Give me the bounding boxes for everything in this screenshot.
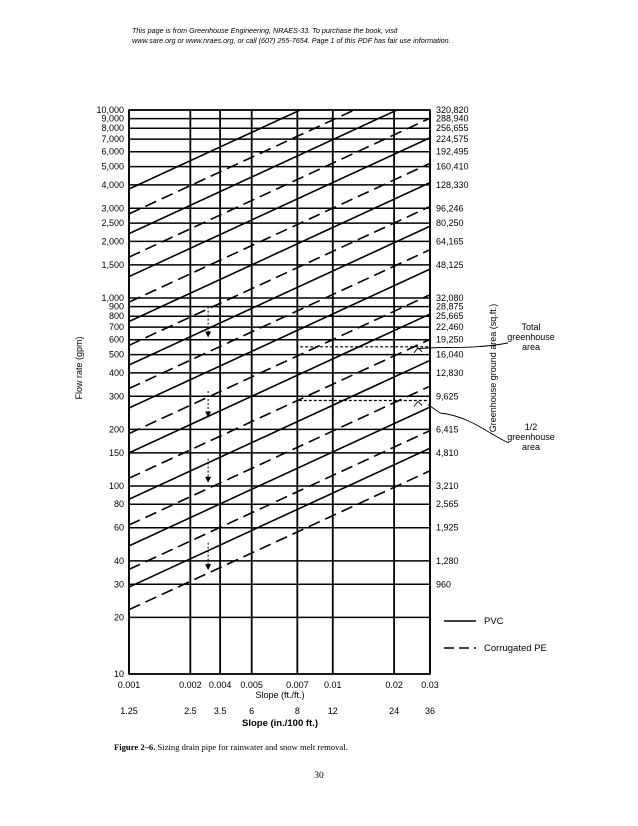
y-right-tick-label: 256,655 <box>436 123 469 134</box>
y-right-tick-label: 960 <box>436 579 452 590</box>
y-right-tick-label: 9,625 <box>436 391 459 402</box>
y-tick-label: 30 <box>113 579 124 590</box>
y-tick-label: 20 <box>113 612 124 623</box>
x2-tick-label: 6 <box>249 706 255 716</box>
y-right-tick-label: 80,250 <box>436 218 464 229</box>
x2-tick-label: 1.25 <box>120 706 138 716</box>
y-tick-label: 1,500 <box>101 259 124 270</box>
figure-caption <box>114 742 348 752</box>
x2-tick-label: 12 <box>327 706 338 716</box>
figure-caption-text: Sizing drain pipe for rainwater and snow melt removal. <box>157 742 348 752</box>
corrugated-pe-series-line <box>129 471 430 610</box>
y-tick-label: 400 <box>108 367 124 378</box>
x2-tick-label: 8 <box>294 706 300 716</box>
y-tick-label: 6,000 <box>101 146 124 157</box>
y-right-tick-label: 2,565 <box>436 499 459 510</box>
y-tick-label: 4,000 <box>101 179 124 190</box>
header-line-2: www.sare.org or www.nraes.org, or call (607) 255-7654. Page 1 of this PDF has fair use information. <box>132 36 451 45</box>
y-right-tick-label: 128,330 <box>436 179 469 190</box>
y-right-tick-label: 12,830 <box>436 367 464 378</box>
corrugated-pe-series-line <box>129 250 430 389</box>
x2-tick-label: 3.5 <box>213 706 227 716</box>
y-tick-label: 900 <box>108 301 124 312</box>
corrugated-pe-series-line <box>129 431 430 570</box>
pvc-series-line <box>129 314 430 453</box>
pvc-series-line <box>129 226 430 365</box>
corrugated-pe-series-line <box>129 206 430 345</box>
y-right-tick-label: 4,810 <box>436 447 459 458</box>
y-right-tick-label: 6,415 <box>436 424 459 435</box>
y-right-tick-label: 320,820 <box>436 105 469 115</box>
y-tick-label: 150 <box>108 447 124 458</box>
y-right-tick-label: 160,410 <box>436 161 469 172</box>
corrugated-pe-series-line <box>129 339 430 478</box>
x2-tick-label: 36 <box>424 706 436 716</box>
y-right-tick-label: 28,875 <box>436 301 464 312</box>
annotation-label: greenhouse <box>507 432 555 442</box>
y-right-tick-label: 16,040 <box>436 349 464 360</box>
pvc-series-line <box>129 183 430 322</box>
legend-label: PVC <box>484 616 504 627</box>
pvc-series-line <box>129 269 430 408</box>
example-dotted-line <box>297 400 430 674</box>
y-right-tick-label: 3,210 <box>436 481 459 491</box>
y-tick-label: 60 <box>113 522 124 533</box>
pvc-series-line <box>129 138 430 277</box>
x2-axis-title: Slope (in./100 ft.) <box>241 718 319 729</box>
figure-label: Figure 2–6. <box>114 742 156 752</box>
y-tick-label: 2,000 <box>101 236 124 247</box>
annotation-label: area <box>521 442 541 452</box>
y-tick-label: 5,000 <box>101 161 124 172</box>
y-tick-label: 700 <box>108 322 124 333</box>
y-tick-label: 80 <box>113 499 124 510</box>
y-right-tick-label: 1,925 <box>436 522 459 533</box>
x-tick-label: 0.02 <box>385 680 403 690</box>
y-tick-label: 300 <box>108 391 124 402</box>
y-right-tick-label: 25,665 <box>436 311 464 322</box>
y-right-tick-label: 32,080 <box>436 293 464 303</box>
x-tick-label: 0.01 <box>324 680 342 690</box>
x-tick-label: 0.03 <box>421 680 439 690</box>
x2-tick-label: 2.5 <box>184 706 197 716</box>
y-tick-label: 8,000 <box>101 123 124 134</box>
y-right-tick-label: 224,575 <box>436 134 469 145</box>
pvc-series-line <box>129 50 430 189</box>
annotation-label: Total <box>521 322 541 332</box>
chart-series <box>129 50 430 609</box>
y-tick-label: 200 <box>108 424 124 435</box>
chart-labels <box>74 105 555 729</box>
y-right-tick-label: 1,280 <box>436 555 459 566</box>
y-right-tick-label: 192,495 <box>436 146 469 157</box>
y-right-axis-title: Greenhouse ground area (sq.ft.) <box>488 303 498 433</box>
chart-annotations <box>208 307 509 674</box>
y-tick-label: 600 <box>108 334 124 345</box>
y-axis-title: Flow rate (gpm) <box>74 336 84 400</box>
annotation-label: 1/2 <box>524 422 538 432</box>
x-tick-label: 0.007 <box>286 680 309 690</box>
x-tick-label: 0.002 <box>179 680 202 690</box>
y-right-tick-label: 96,246 <box>436 203 464 214</box>
y-tick-label: 3,000 <box>101 203 124 214</box>
chart-grid <box>129 110 430 674</box>
annotation-arrowhead <box>414 401 422 406</box>
y-tick-label: 40 <box>113 555 124 566</box>
y-right-tick-label: 64,165 <box>436 236 464 247</box>
header-line-1: This page is from Greenhouse Engineering, NRAES-33. To purchase the book, visit <box>132 26 398 35</box>
pvc-series-line <box>129 407 430 546</box>
y-tick-label: 7,000 <box>101 134 124 145</box>
y-right-tick-label: 19,250 <box>436 334 464 345</box>
y-tick-label: 2,500 <box>101 218 124 229</box>
y-tick-label: 10,000 <box>96 105 124 115</box>
y-tick-label: 100 <box>108 481 124 491</box>
pvc-series-line <box>129 448 430 587</box>
legend-label: Corrugated PE <box>484 643 547 654</box>
y-right-tick-label: 288,940 <box>436 113 469 124</box>
y-tick-label: 1,000 <box>101 293 124 303</box>
x-axis-title: Slope (ft./ft.) <box>255 690 305 700</box>
y-tick-label: 500 <box>108 349 124 360</box>
y-tick-label: 800 <box>108 311 124 322</box>
page-number: 30 <box>314 771 324 781</box>
annotation-label: greenhouse <box>507 332 555 342</box>
y-tick-label: 9,000 <box>101 113 124 124</box>
x-tick-label: 0.004 <box>208 680 232 690</box>
pvc-series-line <box>129 95 430 234</box>
corrugated-pe-series-line <box>129 75 430 214</box>
plot-frame <box>129 110 430 674</box>
x2-tick-label: 24 <box>389 706 400 716</box>
y-right-tick-label: 48,125 <box>436 259 464 270</box>
y-tick-label: 10 <box>113 669 124 679</box>
annotation-label: area <box>521 342 541 352</box>
x-tick-label: 0.005 <box>240 680 263 690</box>
x-tick-label: 0.001 <box>117 680 141 690</box>
y-right-tick-label: 22,460 <box>436 322 464 333</box>
